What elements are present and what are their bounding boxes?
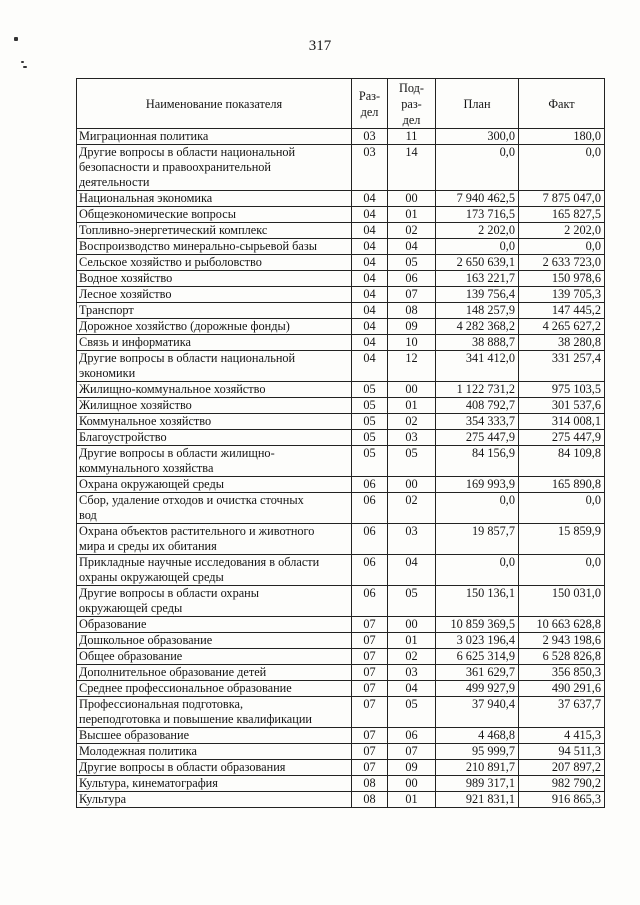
row-section-cell: 04 — [352, 239, 388, 255]
row-fact-cell: 165 827,5 — [519, 207, 605, 223]
row-fact-cell: 38 280,8 — [519, 335, 605, 351]
row-section-cell: 03 — [352, 129, 388, 145]
row-name-cell: Другие вопросы в области национальной безопасности и правоохранительной деятельности — [77, 145, 352, 191]
row-subsection-cell: 05 — [388, 446, 436, 477]
row-plan-cell: 19 857,7 — [436, 524, 519, 555]
row-fact-cell: 6 528 826,8 — [519, 649, 605, 665]
header-name: Наименование показателя — [77, 79, 352, 129]
row-subsection-cell: 00 — [388, 382, 436, 398]
row-section-cell: 03 — [352, 145, 388, 191]
row-subsection-cell: 05 — [388, 255, 436, 271]
table-row — [77, 319, 605, 335]
row-name-cell: Образование — [77, 617, 352, 633]
table-body — [77, 129, 605, 808]
row-plan-cell: 354 333,7 — [436, 414, 519, 430]
row-section-cell: 07 — [352, 697, 388, 728]
row-subsection-cell: 09 — [388, 319, 436, 335]
row-subsection-cell: 01 — [388, 207, 436, 223]
row-fact-cell: 139 705,3 — [519, 287, 605, 303]
table-row — [77, 239, 605, 255]
row-subsection-cell: 14 — [388, 145, 436, 191]
row-plan-cell: 139 756,4 — [436, 287, 519, 303]
row-plan-cell: 989 317,1 — [436, 776, 519, 792]
row-subsection-cell: 01 — [388, 792, 436, 808]
row-fact-cell: 314 008,1 — [519, 414, 605, 430]
row-name-cell: Дошкольное образование — [77, 633, 352, 649]
row-name-cell: Среднее профессиональное образование — [77, 681, 352, 697]
row-name-cell: Воспроизводство минерально-сырьевой базы — [77, 239, 352, 255]
row-fact-cell: 150 978,6 — [519, 271, 605, 287]
row-section-cell: 06 — [352, 524, 388, 555]
table-row — [77, 398, 605, 414]
table-row — [77, 665, 605, 681]
row-plan-cell: 95 999,7 — [436, 744, 519, 760]
row-plan-cell: 173 716,5 — [436, 207, 519, 223]
table-row — [77, 633, 605, 649]
row-section-cell: 05 — [352, 430, 388, 446]
row-name-cell: Транспорт — [77, 303, 352, 319]
row-section-cell: 04 — [352, 223, 388, 239]
row-name-cell: Лесное хозяйство — [77, 287, 352, 303]
row-name-cell: Миграционная политика — [77, 129, 352, 145]
header-section: Раз- дел — [352, 79, 388, 129]
table-row — [77, 555, 605, 586]
row-plan-cell: 3 023 196,4 — [436, 633, 519, 649]
row-subsection-cell: 00 — [388, 477, 436, 493]
row-name-cell: Культура — [77, 792, 352, 808]
table-row — [77, 792, 605, 808]
scan-mark — [23, 66, 27, 68]
table-row — [77, 446, 605, 477]
row-section-cell: 06 — [352, 493, 388, 524]
row-fact-cell: 15 859,9 — [519, 524, 605, 555]
row-section-cell: 07 — [352, 760, 388, 776]
table-row — [77, 351, 605, 382]
row-plan-cell: 275 447,9 — [436, 430, 519, 446]
page-number: 317 — [308, 38, 332, 54]
row-subsection-cell: 04 — [388, 239, 436, 255]
row-plan-cell: 6 625 314,9 — [436, 649, 519, 665]
row-name-cell: Коммунальное хозяйство — [77, 414, 352, 430]
row-subsection-cell: 02 — [388, 223, 436, 239]
row-name-cell: Жилищное хозяйство — [77, 398, 352, 414]
row-name-cell: Профессиональная подготовка, переподготовка и повышение квалификации — [77, 697, 352, 728]
row-plan-cell: 300,0 — [436, 129, 519, 145]
row-name-cell: Водное хозяйство — [77, 271, 352, 287]
row-section-cell: 04 — [352, 271, 388, 287]
row-fact-cell: 10 663 628,8 — [519, 617, 605, 633]
row-name-cell: Топливно-энергетический комплекс — [77, 223, 352, 239]
row-subsection-cell: 00 — [388, 617, 436, 633]
row-plan-cell: 0,0 — [436, 239, 519, 255]
row-subsection-cell: 07 — [388, 287, 436, 303]
row-plan-cell: 210 891,7 — [436, 760, 519, 776]
table-row — [77, 271, 605, 287]
table-row — [77, 335, 605, 351]
table-row — [77, 287, 605, 303]
row-fact-cell: 207 897,2 — [519, 760, 605, 776]
table-row — [77, 681, 605, 697]
table-row — [77, 776, 605, 792]
table-row — [77, 191, 605, 207]
table-row — [77, 414, 605, 430]
row-plan-cell: 341 412,0 — [436, 351, 519, 382]
row-fact-cell: 356 850,3 — [519, 665, 605, 681]
row-name-cell: Общеэкономические вопросы — [77, 207, 352, 223]
row-plan-cell: 38 888,7 — [436, 335, 519, 351]
row-plan-cell: 408 792,7 — [436, 398, 519, 414]
row-section-cell: 07 — [352, 744, 388, 760]
row-name-cell: Связь и информатика — [77, 335, 352, 351]
row-plan-cell: 7 940 462,5 — [436, 191, 519, 207]
row-plan-cell: 10 859 369,5 — [436, 617, 519, 633]
table-row — [77, 744, 605, 760]
row-name-cell: Другие вопросы в области национальной экономики — [77, 351, 352, 382]
row-subsection-cell: 00 — [388, 776, 436, 792]
table-row — [77, 145, 605, 191]
row-plan-cell: 163 221,7 — [436, 271, 519, 287]
table-row — [77, 255, 605, 271]
row-section-cell: 06 — [352, 477, 388, 493]
row-section-cell: 07 — [352, 681, 388, 697]
row-section-cell: 07 — [352, 728, 388, 744]
table-row — [77, 649, 605, 665]
row-section-cell: 06 — [352, 555, 388, 586]
row-plan-cell: 0,0 — [436, 493, 519, 524]
row-name-cell: Другие вопросы в области образования — [77, 760, 352, 776]
row-fact-cell: 2 633 723,0 — [519, 255, 605, 271]
row-name-cell: Благоустройство — [77, 430, 352, 446]
table-row — [77, 223, 605, 239]
row-fact-cell: 180,0 — [519, 129, 605, 145]
row-plan-cell: 499 927,9 — [436, 681, 519, 697]
row-name-cell: Сельское хозяйство и рыболовство — [77, 255, 352, 271]
row-fact-cell: 150 031,0 — [519, 586, 605, 617]
table-row — [77, 586, 605, 617]
row-section-cell: 05 — [352, 414, 388, 430]
row-section-cell: 04 — [352, 255, 388, 271]
row-fact-cell: 982 790,2 — [519, 776, 605, 792]
row-plan-cell: 2 202,0 — [436, 223, 519, 239]
row-subsection-cell: 11 — [388, 129, 436, 145]
row-plan-cell: 0,0 — [436, 145, 519, 191]
row-plan-cell: 4 468,8 — [436, 728, 519, 744]
row-subsection-cell: 02 — [388, 493, 436, 524]
row-fact-cell: 0,0 — [519, 493, 605, 524]
table-row — [77, 382, 605, 398]
header-fact: Факт — [519, 79, 605, 129]
row-name-cell: Дорожное хозяйство (дорожные фонды) — [77, 319, 352, 335]
row-plan-cell: 2 650 639,1 — [436, 255, 519, 271]
row-fact-cell: 94 511,3 — [519, 744, 605, 760]
row-name-cell: Прикладные научные исследования в области охраны окружающей среды — [77, 555, 352, 586]
row-section-cell: 04 — [352, 319, 388, 335]
row-fact-cell: 37 637,7 — [519, 697, 605, 728]
row-fact-cell: 0,0 — [519, 239, 605, 255]
row-plan-cell: 37 940,4 — [436, 697, 519, 728]
row-section-cell: 04 — [352, 191, 388, 207]
table-row — [77, 760, 605, 776]
header-plan: План — [436, 79, 519, 129]
row-fact-cell: 275 447,9 — [519, 430, 605, 446]
table-row — [77, 617, 605, 633]
row-subsection-cell: 06 — [388, 728, 436, 744]
row-fact-cell: 2 943 198,6 — [519, 633, 605, 649]
row-subsection-cell: 10 — [388, 335, 436, 351]
row-plan-cell: 4 282 368,2 — [436, 319, 519, 335]
row-section-cell: 08 — [352, 792, 388, 808]
row-fact-cell: 2 202,0 — [519, 223, 605, 239]
row-section-cell: 07 — [352, 633, 388, 649]
row-section-cell: 04 — [352, 207, 388, 223]
row-subsection-cell: 03 — [388, 430, 436, 446]
row-fact-cell: 7 875 047,0 — [519, 191, 605, 207]
row-fact-cell: 4 265 627,2 — [519, 319, 605, 335]
table-row — [77, 303, 605, 319]
scan-mark — [21, 61, 24, 63]
row-plan-cell: 1 122 731,2 — [436, 382, 519, 398]
row-subsection-cell: 07 — [388, 744, 436, 760]
row-subsection-cell: 04 — [388, 555, 436, 586]
row-subsection-cell: 02 — [388, 414, 436, 430]
row-fact-cell: 165 890,8 — [519, 477, 605, 493]
row-fact-cell: 0,0 — [519, 145, 605, 191]
row-section-cell: 04 — [352, 287, 388, 303]
row-subsection-cell: 01 — [388, 633, 436, 649]
table-row — [77, 430, 605, 446]
row-name-cell: Другие вопросы в области жилищно- коммунального хозяйства — [77, 446, 352, 477]
row-name-cell: Культура, кинематография — [77, 776, 352, 792]
row-fact-cell: 301 537,6 — [519, 398, 605, 414]
row-name-cell: Высшее образование — [77, 728, 352, 744]
row-fact-cell: 147 445,2 — [519, 303, 605, 319]
row-plan-cell: 84 156,9 — [436, 446, 519, 477]
row-plan-cell: 361 629,7 — [436, 665, 519, 681]
row-subsection-cell: 03 — [388, 665, 436, 681]
row-section-cell: 04 — [352, 335, 388, 351]
row-section-cell: 05 — [352, 382, 388, 398]
row-section-cell: 07 — [352, 649, 388, 665]
row-subsection-cell: 08 — [388, 303, 436, 319]
row-plan-cell: 0,0 — [436, 555, 519, 586]
table-row — [77, 207, 605, 223]
row-name-cell: Жилищно-коммунальное хозяйство — [77, 382, 352, 398]
row-name-cell: Другие вопросы в области охраны окружающей среды — [77, 586, 352, 617]
row-fact-cell: 0,0 — [519, 555, 605, 586]
row-section-cell: 04 — [352, 303, 388, 319]
row-subsection-cell: 00 — [388, 191, 436, 207]
row-name-cell: Охрана объектов растительного и животного мира и среды их обитания — [77, 524, 352, 555]
row-name-cell: Сбор, удаление отходов и очистка сточных вод — [77, 493, 352, 524]
row-fact-cell: 490 291,6 — [519, 681, 605, 697]
row-plan-cell: 921 831,1 — [436, 792, 519, 808]
row-fact-cell: 975 103,5 — [519, 382, 605, 398]
row-subsection-cell: 01 — [388, 398, 436, 414]
row-section-cell: 04 — [352, 351, 388, 382]
table-row — [77, 728, 605, 744]
row-fact-cell: 84 109,8 — [519, 446, 605, 477]
row-fact-cell: 4 415,3 — [519, 728, 605, 744]
row-name-cell: Национальная экономика — [77, 191, 352, 207]
row-name-cell: Охрана окружающей среды — [77, 477, 352, 493]
row-section-cell: 07 — [352, 665, 388, 681]
row-plan-cell: 148 257,9 — [436, 303, 519, 319]
row-name-cell: Общее образование — [77, 649, 352, 665]
row-subsection-cell: 04 — [388, 681, 436, 697]
row-fact-cell: 916 865,3 — [519, 792, 605, 808]
table-row — [77, 493, 605, 524]
budget-table — [76, 78, 605, 808]
table-row — [77, 697, 605, 728]
row-section-cell: 05 — [352, 398, 388, 414]
row-section-cell: 05 — [352, 446, 388, 477]
row-subsection-cell: 09 — [388, 760, 436, 776]
table-row — [77, 129, 605, 145]
header-subsection: Под- раз- дел — [388, 79, 436, 129]
row-subsection-cell: 06 — [388, 271, 436, 287]
row-section-cell: 08 — [352, 776, 388, 792]
row-fact-cell: 331 257,4 — [519, 351, 605, 382]
row-name-cell: Молодежная политика — [77, 744, 352, 760]
row-subsection-cell: 02 — [388, 649, 436, 665]
row-name-cell: Дополнительное образование детей — [77, 665, 352, 681]
table-row — [77, 524, 605, 555]
table-row — [77, 477, 605, 493]
table-header-row — [77, 79, 605, 129]
row-subsection-cell: 12 — [388, 351, 436, 382]
row-plan-cell: 150 136,1 — [436, 586, 519, 617]
row-subsection-cell: 05 — [388, 697, 436, 728]
row-section-cell: 06 — [352, 586, 388, 617]
row-section-cell: 07 — [352, 617, 388, 633]
row-plan-cell: 169 993,9 — [436, 477, 519, 493]
row-subsection-cell: 05 — [388, 586, 436, 617]
row-subsection-cell: 03 — [388, 524, 436, 555]
